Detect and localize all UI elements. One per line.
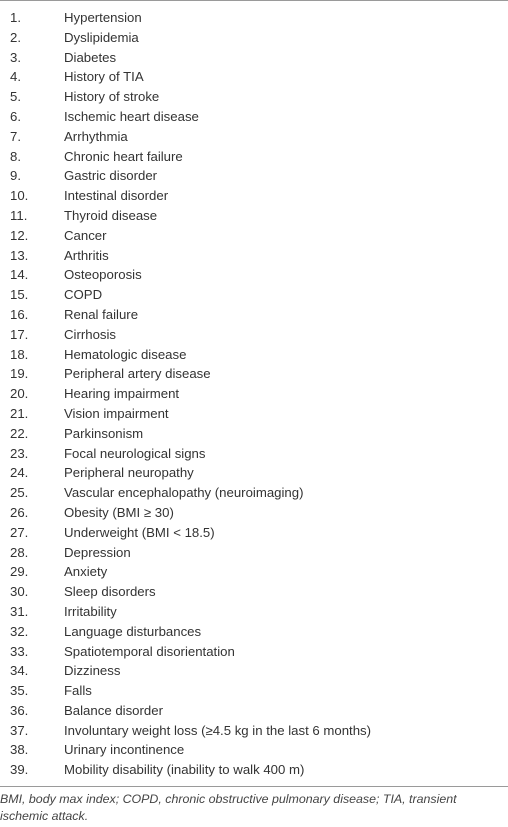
list-item <box>0 760 508 780</box>
item-number: 29. <box>10 564 29 580</box>
item-number: 4. <box>10 69 21 85</box>
list-item <box>0 28 508 48</box>
item-label: Focal neurological signs <box>64 445 206 461</box>
list-item <box>0 364 508 384</box>
item-number: 9. <box>10 168 21 184</box>
list-item <box>0 503 508 523</box>
list-item <box>0 186 508 206</box>
item-number: 37. <box>10 722 29 738</box>
item-number: 8. <box>10 148 21 164</box>
item-number: 16. <box>10 306 29 322</box>
item-number: 15. <box>10 287 29 303</box>
item-label: Dyslipidemia <box>64 29 139 45</box>
list-item <box>0 48 508 68</box>
item-label: Cancer <box>64 227 107 243</box>
item-label: Hypertension <box>64 10 142 25</box>
item-label: Dizziness <box>64 663 121 679</box>
list-item <box>0 642 508 662</box>
list-item <box>0 8 508 28</box>
list-item <box>0 602 508 622</box>
item-label: Language disturbances <box>64 623 202 639</box>
item-number: 24. <box>10 465 29 481</box>
item-label: Renal failure <box>64 306 139 322</box>
list-item <box>0 265 508 285</box>
list-item <box>0 404 508 424</box>
list-item <box>0 325 508 345</box>
list-item <box>0 582 508 602</box>
item-label: Ischemic heart disease <box>64 108 199 124</box>
item-label: Parkinsonism <box>64 425 144 441</box>
list-item <box>0 622 508 642</box>
item-label: COPD <box>64 287 103 303</box>
item-label: Vascular encephalopathy (neuroimaging) <box>64 485 304 501</box>
list-item <box>0 67 508 87</box>
list-item <box>0 543 508 563</box>
item-number: 20. <box>10 386 29 402</box>
list-item <box>0 661 508 681</box>
item-number: 35. <box>10 683 29 699</box>
item-number: 2. <box>10 29 21 45</box>
item-label: Hearing impairment <box>64 386 180 402</box>
item-number: 18. <box>10 346 29 362</box>
item-number: 32. <box>10 623 29 639</box>
item-label: Obesity (BMI ≥ 30) <box>64 504 174 520</box>
item-number: 34. <box>10 663 29 679</box>
item-label: History of TIA <box>64 69 144 85</box>
item-number: 39. <box>10 762 29 778</box>
list-item <box>0 166 508 186</box>
list-item <box>0 681 508 701</box>
item-label: Anxiety <box>64 564 108 580</box>
list-item <box>0 424 508 444</box>
list-item <box>0 127 508 147</box>
list-item <box>0 721 508 741</box>
item-number: 17. <box>10 326 29 342</box>
item-number: 26. <box>10 504 29 520</box>
list-item <box>0 463 508 483</box>
item-label: Depression <box>64 544 131 560</box>
item-label: Thyroid disease <box>64 207 158 223</box>
item-number: 23. <box>10 445 29 461</box>
item-number: 30. <box>10 584 29 600</box>
item-number: 12. <box>10 227 29 243</box>
list-item <box>0 740 508 760</box>
list-item <box>0 523 508 543</box>
item-number: 22. <box>10 425 29 441</box>
item-number: 3. <box>10 49 21 65</box>
list-item <box>0 226 508 246</box>
item-label: Arthritis <box>64 247 109 263</box>
item-label: Underweight (BMI < 18.5) <box>64 524 215 540</box>
item-label: Spatiotemporal disorientation <box>64 643 235 659</box>
item-label: Intestinal disorder <box>64 188 169 204</box>
list-item <box>0 285 508 305</box>
list-item <box>0 147 508 167</box>
list-item <box>0 305 508 325</box>
item-number: 31. <box>10 603 29 619</box>
item-label: Hematologic disease <box>64 346 187 362</box>
item-number: 11. <box>10 207 28 223</box>
item-label: Peripheral artery disease <box>64 366 211 382</box>
list-item <box>0 701 508 721</box>
list-item <box>0 107 508 127</box>
item-number: 10. <box>10 188 29 204</box>
item-number: 36. <box>10 702 29 718</box>
table-footnote: BMI, body max index; COPD, chronic obstructive pulmonary disease; TIA, transient ischemic attack. <box>0 792 457 823</box>
list-item <box>0 483 508 503</box>
item-label: Irritability <box>64 603 117 619</box>
item-number: 27. <box>10 524 29 540</box>
list-item <box>0 345 508 365</box>
item-label: Urinary incontinence <box>64 742 185 758</box>
item-number: 6. <box>10 108 21 124</box>
item-label: Osteoporosis <box>64 267 142 283</box>
deficit-list <box>0 8 508 780</box>
table-bottom-rule <box>0 786 508 787</box>
item-label: Mobility disability (inability to walk 400 m) <box>64 762 305 778</box>
item-number: 7. <box>10 128 21 144</box>
item-label: Arrhythmia <box>64 128 128 144</box>
item-number: 28. <box>10 544 29 560</box>
item-label: Involuntary weight loss (≥4.5 kg in the last 6 months) <box>64 722 372 738</box>
item-label: Peripheral neuropathy <box>64 465 194 481</box>
item-number: 19. <box>10 366 29 382</box>
list-item <box>0 384 508 404</box>
item-number: 25. <box>10 485 29 501</box>
item-number: 14. <box>10 267 29 283</box>
item-label: Gastric disorder <box>64 168 158 184</box>
item-number: 5. <box>10 89 21 105</box>
item-number: 33. <box>10 643 29 659</box>
item-number: 13. <box>10 247 29 263</box>
item-label: Chronic heart failure <box>64 148 183 164</box>
item-label: History of stroke <box>64 89 160 105</box>
item-label: Vision impairment <box>64 405 169 421</box>
list-item <box>0 246 508 266</box>
list-item <box>0 444 508 464</box>
item-label: Diabetes <box>64 49 117 65</box>
item-label: Sleep disorders <box>64 584 156 600</box>
list-item <box>0 87 508 107</box>
list-item <box>0 562 508 582</box>
list-item <box>0 206 508 226</box>
item-number: 38. <box>10 742 29 758</box>
item-label: Balance disorder <box>64 702 163 718</box>
table-top-rule <box>0 0 508 1</box>
item-label: Cirrhosis <box>64 326 117 342</box>
item-label: Falls <box>64 683 92 699</box>
item-number: 1. <box>10 10 21 25</box>
item-number: 21. <box>10 405 29 421</box>
